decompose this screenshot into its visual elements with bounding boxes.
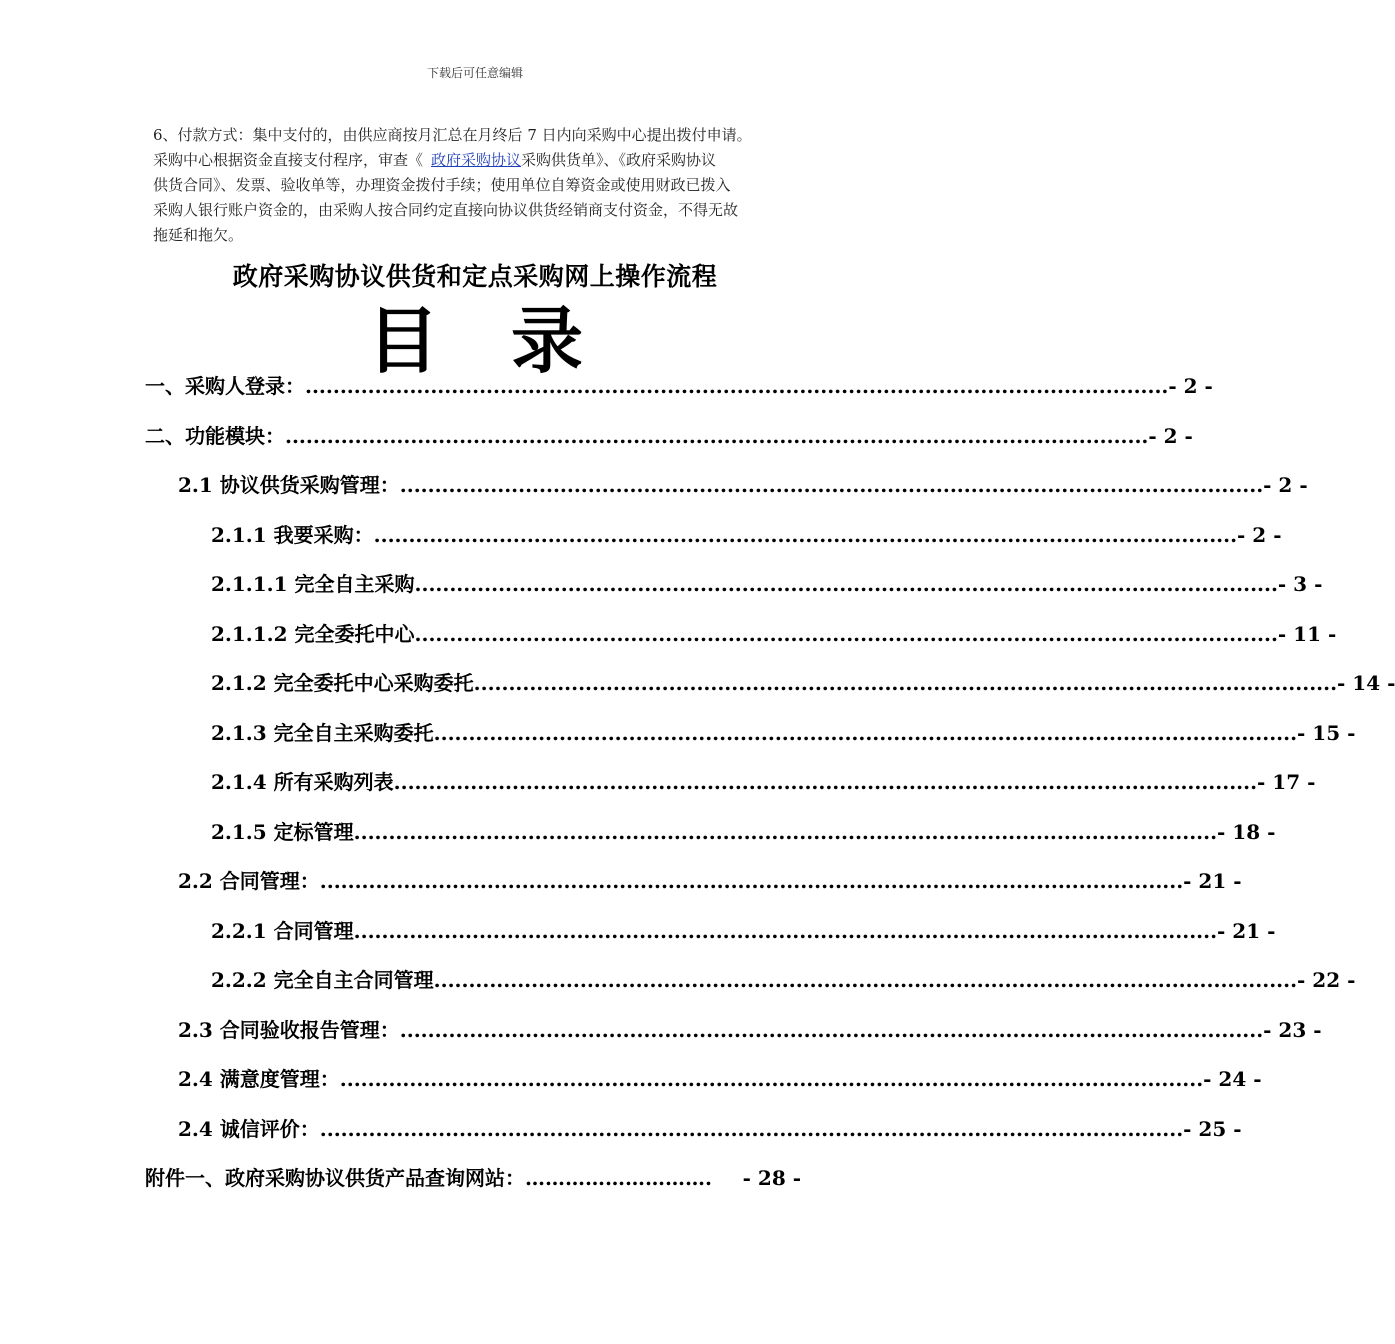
toc-entry-label: 一、采购人登录： [145,374,305,398]
toc-entry-function-modules[interactable] [145,411,1193,461]
toc-leader-dots: ............................................................................................................................ [353,819,1218,844]
paragraph-text: 采购中心根据资金直接支付程序，审查《 [153,151,424,169]
toc-entry-label: 2.1.1 我要采购： [211,522,374,547]
paragraph-line: 6、付款方式：集中支付的，由供应商按月汇总在月终后 7 日内向采购中心提出拨付申请。 [153,126,752,144]
toc-entry-label: 附件一、政府采购协议供货产品查询网站： [145,1166,525,1190]
toc-page-number: - 22 - [1297,968,1356,992]
toc-leader-dots: ............................................................................................................................ [285,423,1149,448]
toc-entry-2-2-1[interactable] [211,906,1276,956]
toc-leader-dots: ............................................................................................................................ [393,770,1258,794]
paragraph-line: 采购人银行账户资金的，由采购人按合同约定直接向协议供货经销商支付资金，不得无故 [153,201,739,219]
toc-entry-2-2[interactable] [178,856,1242,906]
toc-entry-label: 2.2.1 合同管理 [211,918,354,943]
toc-page-number: - 17 - [1257,770,1316,794]
toc-entry-label: 2.2 合同管理： [178,869,320,893]
toc-page-number: - 24 - [1203,1067,1262,1091]
page-header: 下载后可任意编辑 [426,66,523,80]
toc-entry-label: 2.4 诚信评价： [178,1116,320,1141]
toc-page-number: - 2 - [1237,522,1282,547]
toc-page-number: - 3 - [1277,572,1323,596]
toc-entry-appendix-1[interactable] [145,1153,801,1203]
toc-entry-2-1[interactable] [178,460,1308,510]
toc-leader-dots: ............................................................................................................................ [305,374,1169,398]
toc-entry-2-1-5[interactable] [211,807,1276,857]
toc-entry-2-1-1[interactable] [211,510,1282,560]
toc-entry-2-1-3[interactable] [211,708,1356,758]
toc-entry-label: 2.1.1.1 完全自主采购 [211,572,415,596]
toc-entry-label: 2.1.3 完全自主采购委托 [211,720,434,745]
toc-heading-char: 录 [511,298,584,383]
toc-leader-dots: ............................................................................................................................ [414,572,1278,596]
toc-entry-2-1-1-1[interactable] [211,559,1323,609]
toc-leader-dots: ............................................................................................................................ [399,473,1264,497]
toc-page-number: - 25 - [1183,1116,1242,1141]
toc-entry-2-2-2[interactable] [211,955,1356,1005]
toc-leader-dots: ............................................................................................................................ [473,671,1338,695]
toc-page-number: - 18 - [1217,819,1276,844]
toc-leader-dots: ............................................................................................................................ [414,621,1278,646]
toc-page-number: - 14 - [1337,671,1395,695]
toc-leader-dots: ............................................................................................................................ [433,720,1298,745]
toc-entry-2-1-2[interactable] [211,658,1395,708]
toc-entry-label: 2.3 合同验收报告管理： [178,1017,400,1042]
paragraph-line [153,148,809,173]
toc-page-number: - 23 - [1263,1017,1322,1042]
toc-entry-2-4-satisfaction[interactable] [178,1054,1262,1104]
toc-page-number: - 11 - [1277,621,1337,646]
toc-page-number: - 21 - [1217,918,1276,943]
procurement-agreement-link[interactable]: 政府采购协议 [431,151,522,169]
toc-entry-label: 2.1.2 完全委托中心采购委托 [211,671,474,695]
toc-entry-label: 2.2.2 完全自主合同管理 [211,968,434,992]
toc-page-number: - 2 - [1148,423,1193,448]
payment-terms-paragraph [153,123,809,248]
toc-leader-dots: ............................................................................................................................ [339,1067,1204,1091]
toc-heading-char: 目 [366,298,439,383]
toc-leader-dots: ............................................................................................................................ [353,918,1218,943]
paragraph-text: 采购供货单》、《政府采购协议 [521,151,717,169]
toc-entry-label: 二、功能模块： [145,423,285,448]
toc-page-number: - 28 - [742,1166,801,1190]
toc-entry-label: 2.1.1.2 完全委托中心 [211,621,415,646]
toc-page-number: - 2 - [1168,374,1213,398]
toc-entry-2-1-4[interactable] [211,757,1316,807]
document-title: 政府采购协议供货和定点采购网上操作流程 [232,262,718,291]
toc-leader-dots: ………………………. [525,1166,712,1190]
toc-leader-dots: ............................................................................................................................ [399,1017,1264,1042]
toc-entry-2-3[interactable] [178,1005,1322,1055]
toc-page-number: - 2 - [1263,473,1308,497]
paragraph-line: 拖延和拖欠。 [153,226,244,244]
paragraph-line: 供货合同》、发票、验收单等，办理资金拨付手续；使用单位自筹资金或使用财政已拨入 [153,176,731,194]
toc-leader-dots: ............................................................................................................................ [433,968,1298,992]
toc-entry-2-1-1-2[interactable] [211,609,1337,659]
toc-page-number: - 15 - [1297,720,1356,745]
toc-entry-label: 2.1.4 所有采购列表 [211,770,394,794]
toc-entry-label: 2.4 满意度管理： [178,1067,340,1091]
toc-leader-dots: ............................................................................................................................ [373,522,1238,547]
toc-entry-2-4-credit[interactable] [178,1104,1242,1154]
toc-page-number: - 21 - [1183,869,1242,893]
toc-leader-dots: ............................................................................................................................ [319,1116,1184,1141]
toc-entry-label: 2.1 协议供货采购管理： [178,473,400,497]
toc-entry-label: 2.1.5 定标管理 [211,819,354,844]
toc-leader-dots: ............................................................................................................................ [319,869,1184,893]
toc-entry-buyer-login[interactable] [145,361,1213,411]
